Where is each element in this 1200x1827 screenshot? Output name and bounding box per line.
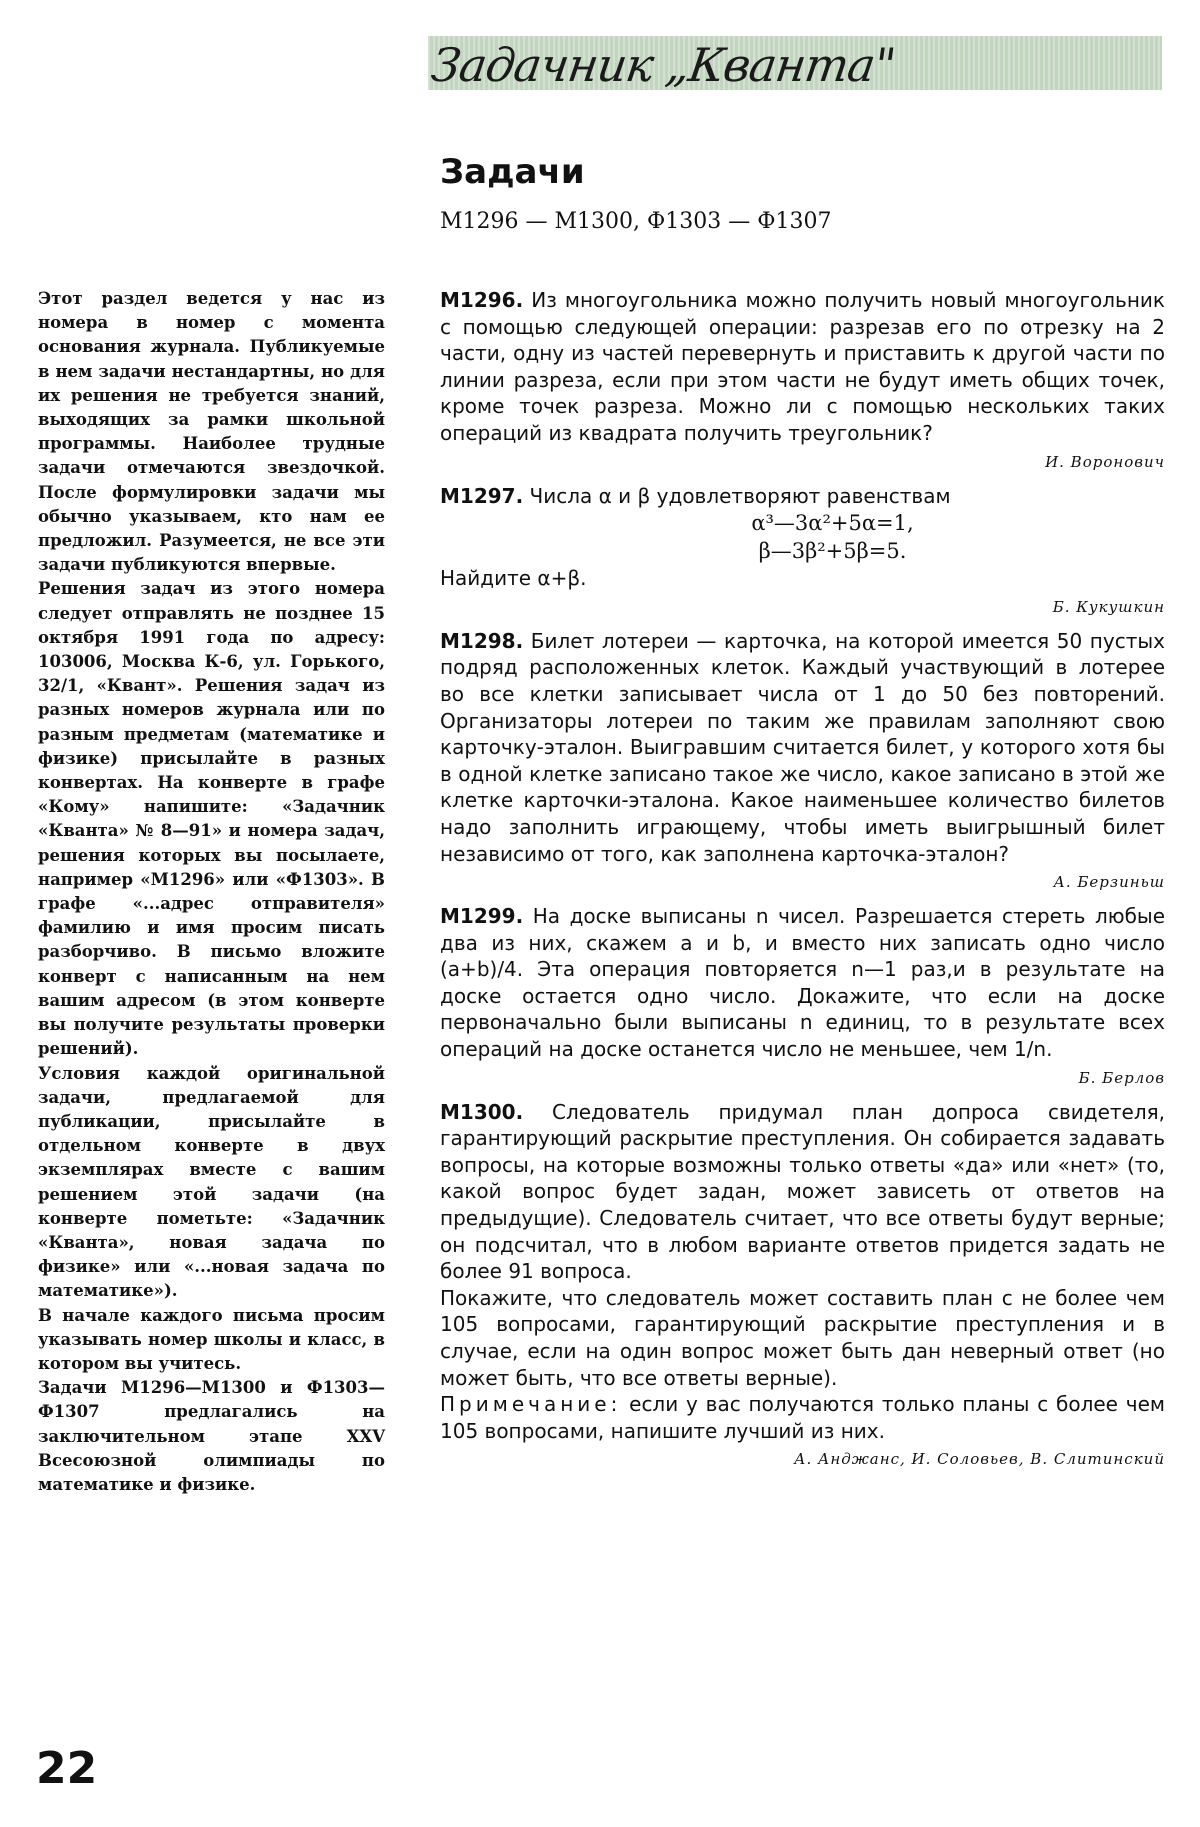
problems-column	[440, 287, 1165, 1480]
equation-2: β—3β²+5β=5.	[758, 539, 907, 564]
problem-text: На доске выписаны n чисел. Разрешается стереть любые два из них, скажем a и b, и вместо них записать одно число (a+b)/4. Эта операция повторяется n—1 раз,и в результате на доске остается одно число. Докажите, что если на доске первоначально были выписаны n единиц, то в результате всех операций на доске останется число не меньшее, чем 1/n.	[440, 904, 1166, 1062]
problem-id: М1297.	[440, 483, 524, 508]
problem-author: А. Анджанс, И. Соловьев, В. Слитинский	[794, 1450, 1165, 1469]
sidebar-instructions	[38, 287, 385, 1497]
page-heading: Задачи	[440, 152, 585, 192]
problem-author: И. Воронович	[1045, 452, 1165, 471]
sidebar-paragraph: В начале каждого письма просим указывать номер школы и класс, в котором вы учитесь.	[38, 1305, 385, 1373]
problem-text: Числа α и β удовлетворяют равенствам	[529, 483, 951, 508]
note-text: если у вас получаются только планы с более чем 105 вопросами, напишите лучший из них.	[440, 1392, 1165, 1443]
sidebar-paragraph: Этот раздел ведется у нас из номера в номер с момента основания журнала. Публикуемые в нем задачи нестандартны, но для их решения не требуется знаний, выходящих за рамки школьной программы. Наиболее трудные задачи отмечаются звездочкой. После формулировки задачи мы обычно указываем, кто нам ее предложил. Разумеется, не все эти задачи публикуются впервые.	[38, 289, 385, 575]
problem-id: М1299.	[440, 904, 524, 929]
problem-m1299	[440, 903, 1165, 1089]
problem-text: Следователь придумал план допроса свидетеля, гарантирующий раскрытие преступления. Он собирается задавать вопросы, на которые возможны только ответы «да» или «нет» (то, какой вопрос будет задан, может зависеть от ответов на предыдущие). Следователь считает, что все ответы будут верные; он подсчитал, что в любом варианте ответов придется задать не более 91 вопроса.	[440, 1099, 1166, 1284]
problem-author: Б. Кукушкин	[1052, 597, 1165, 616]
problem-author: А. Берзиньш	[1053, 873, 1165, 892]
problem-author: Б. Берлов	[1078, 1068, 1165, 1087]
sidebar-paragraph: Условия каждой оригинальной задачи, предлагаемой для публикации, присылайте в отдельном конверте в двух экземплярах вместе с вашим решением этой задачи (на конверте пометьте: «Задачник «Кванта», новая задача по физике» или «...новая задача по математике»).	[38, 1063, 385, 1301]
problem-id: М1298.	[440, 628, 524, 653]
problem-m1298	[440, 628, 1165, 893]
sidebar-paragraph: Решения задач из этого номера следует отправлять не позднее 15 октября 1991 года по адресу: 103006, Москва К-6, ул. Горького, 32/1, «Квант». Решения задач из разных номеров журнала или по разным предметам (математике и физике) присылайте в разных конвертах. На конверте в графе «Кому» напишите: «Задачник «Кванта» № 8—91» и номера задач, решения которых вы посылаете, например «М1296» или «Ф1303». В графе «...адрес отправителя» фамилию и имя просим писать разборчиво. В письмо вложите конверт с написанным на нем вашим адресом (в этом конверте вы получите результаты проверки решений).	[38, 579, 385, 1059]
problem-text-2: Найдите α+β.	[440, 566, 587, 591]
problem-m1300	[440, 1099, 1165, 1471]
problem-text: Из многоугольника можно получить новый многоугольник с помощью следующей операции: разрезав его по отрезку на 2 части, одну из частей перевернуть и приставить к другой части по линии разреза, если при этом части не будут иметь общих точек, кроме точек разреза. Можно ли с помощью нескольких таких операций из квадрата получить треугольник?	[440, 288, 1166, 445]
problem-m1296	[440, 287, 1165, 473]
section-banner-title: Задачник „Кванта"	[428, 38, 899, 92]
page-number: 22	[36, 1743, 98, 1794]
note-label: Примечание:	[440, 1392, 622, 1417]
problem-range-subheading: М1296 — М1300, Ф1303 — Ф1307	[440, 209, 832, 234]
problem-id: М1296.	[440, 288, 524, 312]
problem-text: Билет лотереи — карточка, на которой имеется 50 пустых подряд расположенных клеток. Каждый участвующий в лотерее во все клетки записывает числа от 1 до 50 без повторений. Организаторы лотереи по таким же правилам заполняют свою карточку-эталон. Выигравшим считается билет, у которого хотя бы в одной клетке записано такое же число, какое записано в этой же клетке карточки-эталона. Какое наименьшее количество билетов надо заполнить играющему, чтобы иметь выигрышный билет независимо от того, как заполнена карточка-эталон?	[440, 628, 1165, 866]
equation-1: α³—3α²+5α=1,	[751, 511, 914, 536]
sidebar-paragraph: Задачи М1296—М1300 и Ф1303—Ф1307 предлагались на заключительном этапе XXV Всесоюзной олимпиады по математике и физике.	[38, 1378, 385, 1494]
problem-text-2: Покажите, что следователь может составить план с не более чем 105 вопросами, гарантирующий раскрытие преступления и в случае, если на один вопрос может быть дан неверный ответ (но может быть, что все ответы верные).	[440, 1285, 1165, 1390]
problem-id: М1300.	[440, 1099, 524, 1124]
problem-m1297	[440, 483, 1165, 618]
